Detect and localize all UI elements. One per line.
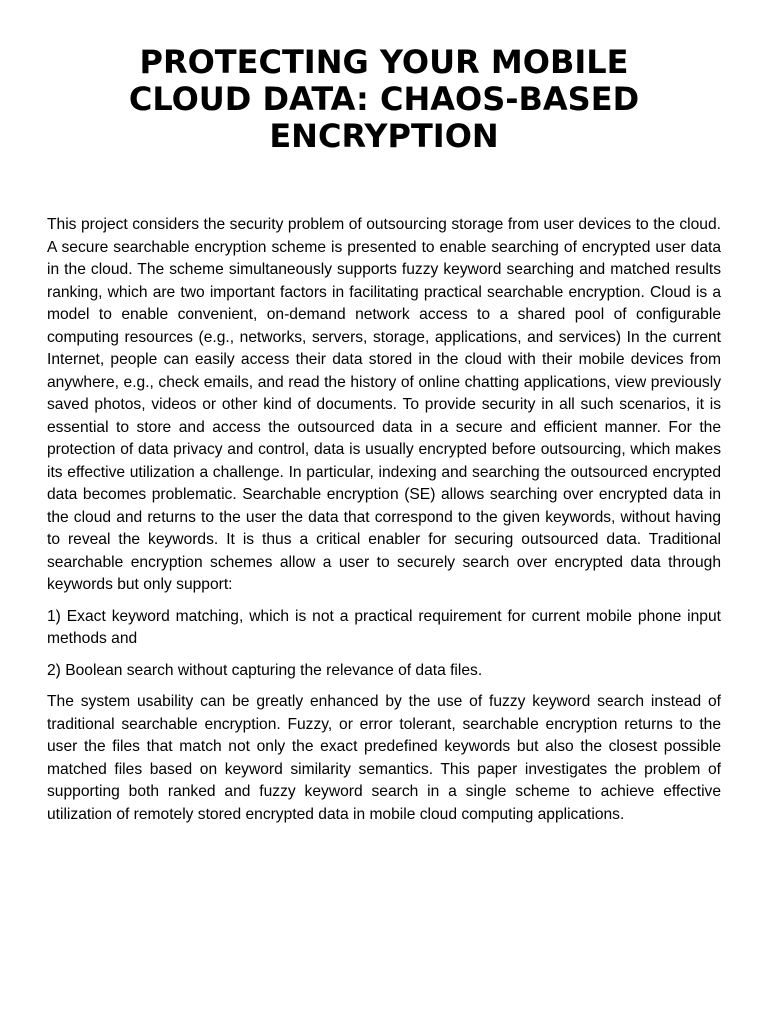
paragraph-conclusion: The system usability can be greatly enhanced by the use of fuzzy keyword search instead of traditional searchable encryption. Fuzzy, or error tolerant, searchable encryption returns to the user the files that match not only the exact predefined keywords but also the closest possible matched files based on keyword similarity semantics. This paper investigates the problem of supporting both ranked and fuzzy keyword search in a single scheme to achieve effective utilization of remotely stored encrypted data in mobile cloud computing applications. bbox=[47, 693, 721, 823]
document-body bbox=[47, 214, 721, 826]
document-title: PROTECTING YOUR MOBILE CLOUD DATA: CHAOS-BASED ENCRYPTION bbox=[128, 43, 640, 155]
paragraph-intro: This project considers the security problem of outsourcing storage from user devices to the cloud. A secure searchable encryption scheme is presented to enable searching of encrypted user data in the cloud. The scheme simultaneously supports fuzzy keyword searching and matched results ranking, which are two important factors in facilitating practical searchable encryption. Cloud is a model to enable convenient, on-demand network access to a shared pool of configurable computing resources (e.g., networks, servers, storage, applications, and services) In the current Internet, people can easily access their data stored in the cloud with their mobile devices from anywhere, e.g., check emails, and read the history of online chatting applications, view previously saved photos, videos or other kind of documents. To provide security in all such scenarios, it is essential to store and access the outsourced data in a secure and efficient manner. For the protection of data privacy and control, data is usually encrypted before outsourcing, which makes its effective utilization a challenge. In particular, indexing and searching the outsourced encrypted data becomes problematic. Searchable encryption (SE) allows searching over encrypted data in the cloud and returns to the user the data that correspond to the given keywords, without having to reveal the keywords. It is thus a critical enabler for securing outsourced data. Traditional searchable encryption schemes allow a user to securely search over encrypted data through keywords but only support: bbox=[47, 216, 721, 593]
list-item-exact-keyword: 1) Exact keyword matching, which is not a practical requirement for current mobile phone input methods and bbox=[47, 607, 721, 647]
list-item-boolean-search: 2) Boolean search without capturing the relevance of data files. bbox=[47, 661, 483, 679]
